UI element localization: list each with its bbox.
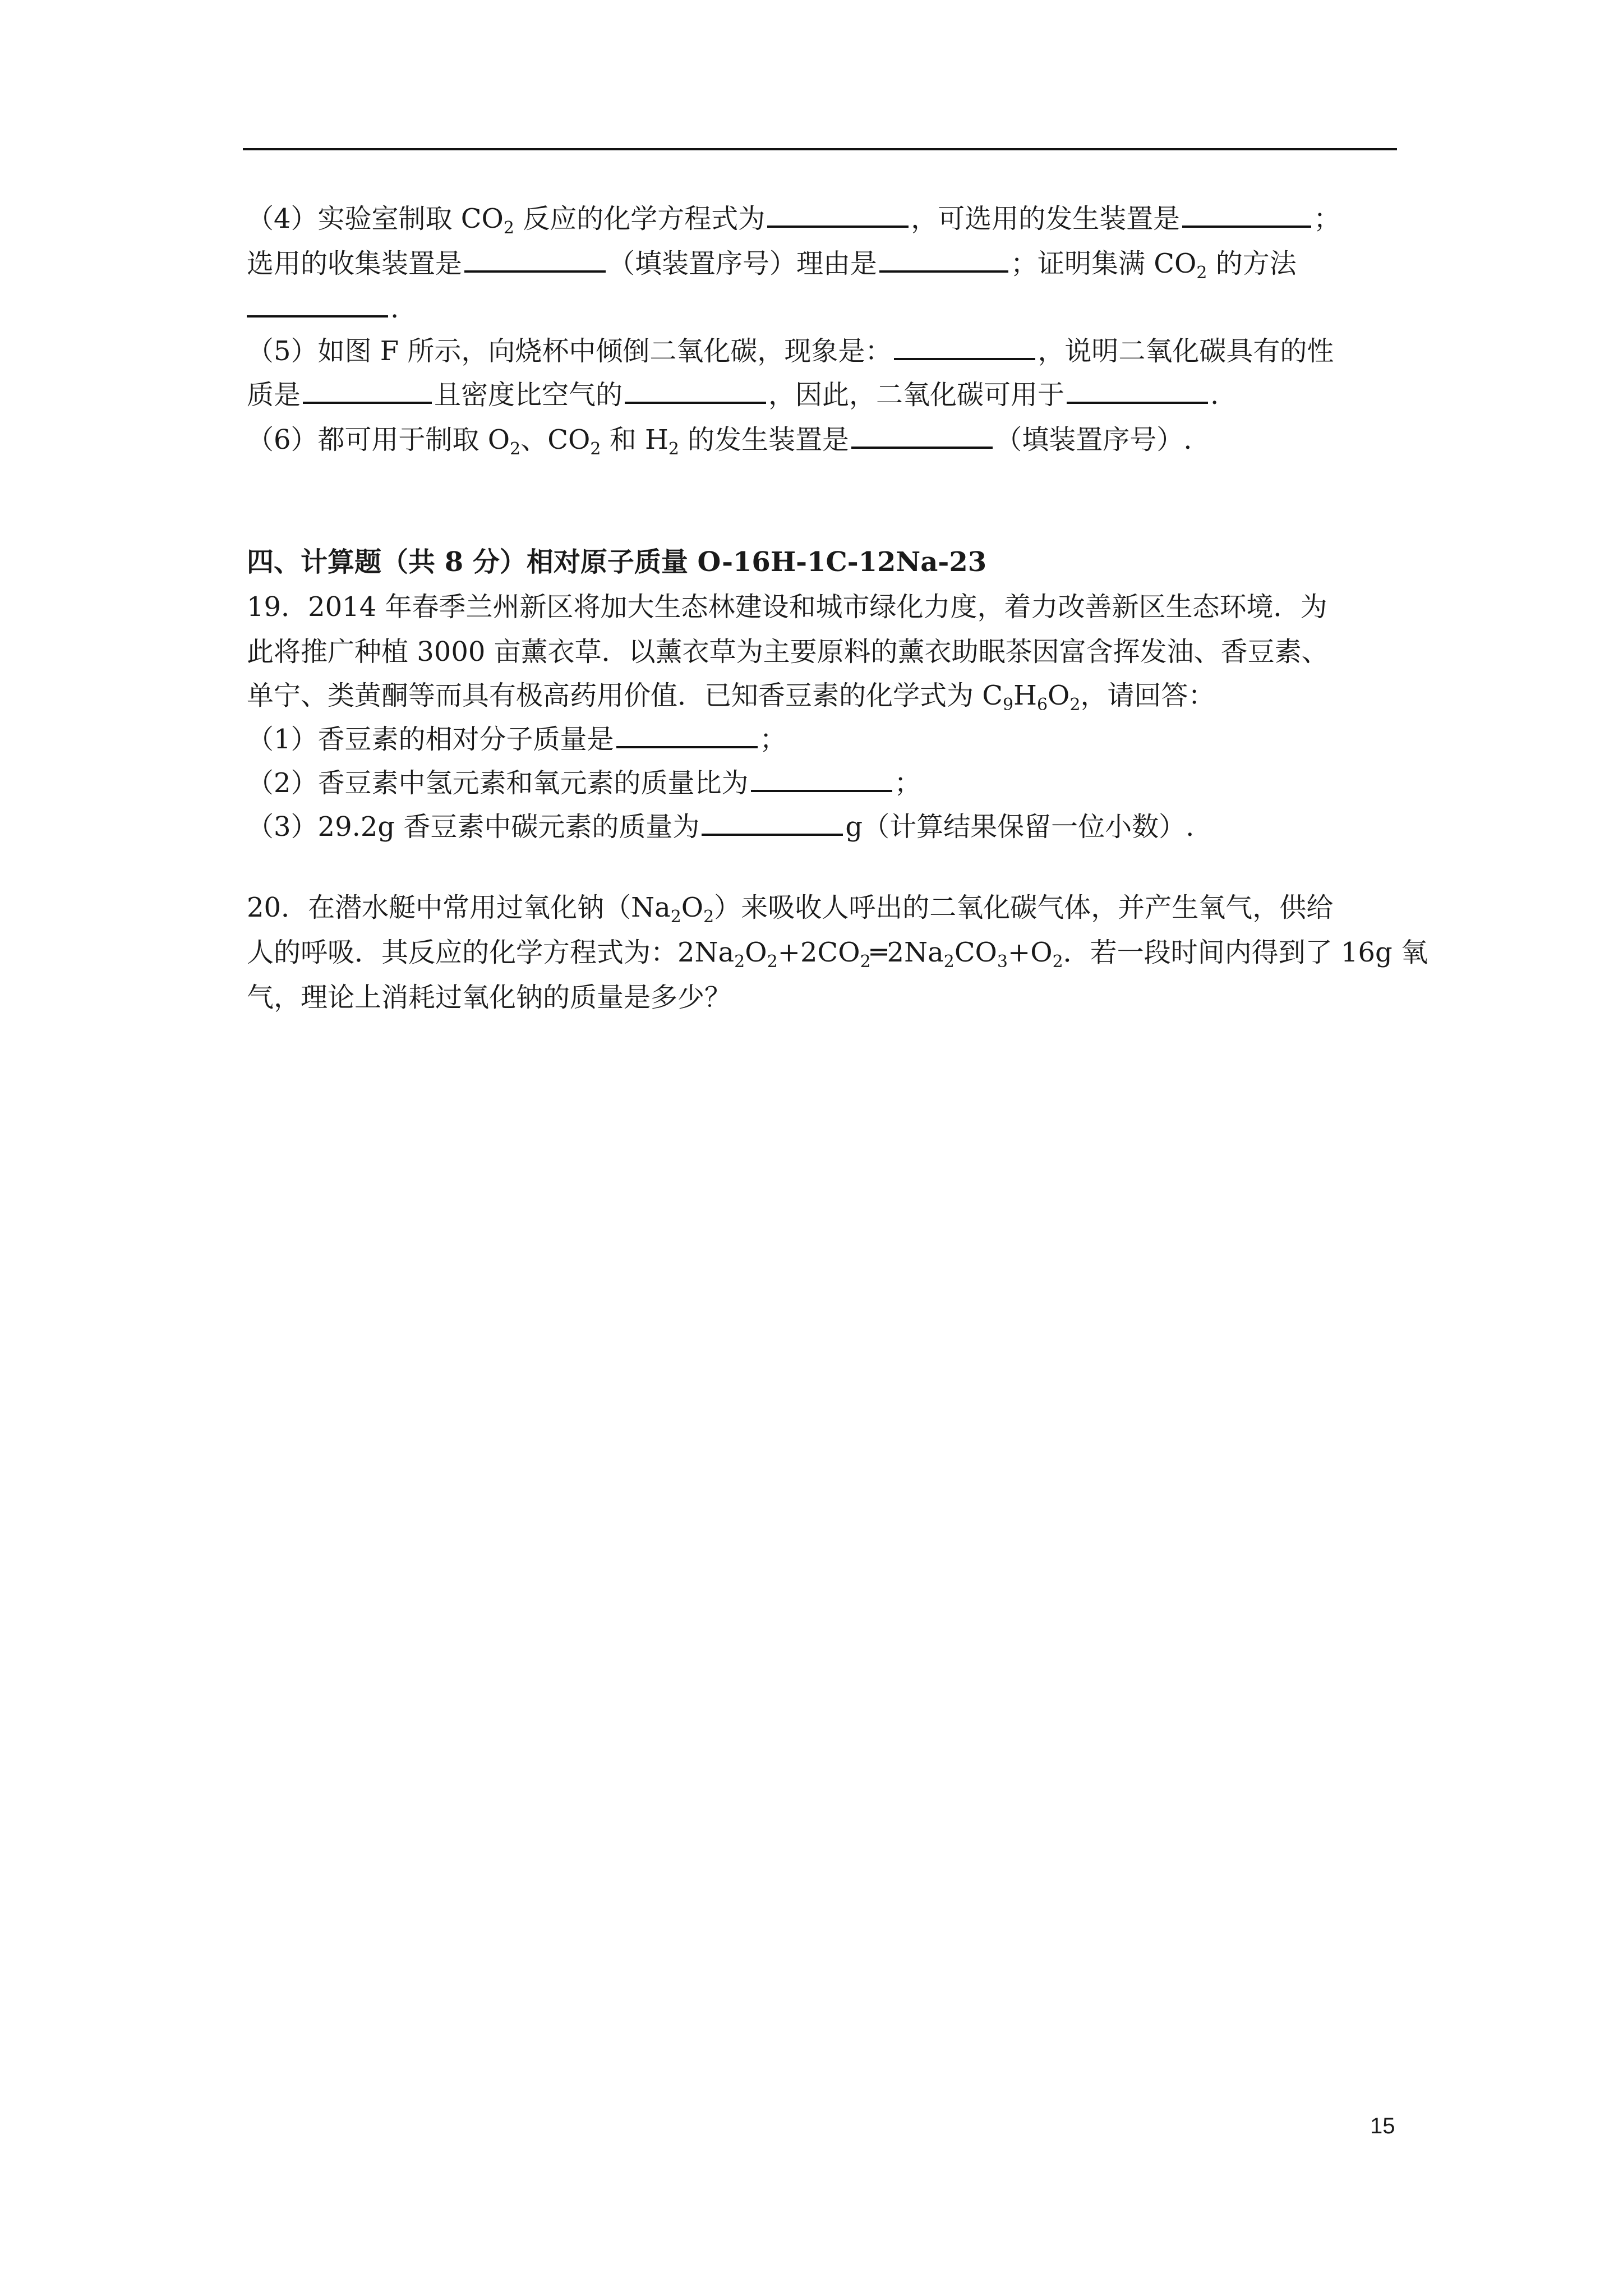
answer-blank[interactable] — [702, 809, 843, 836]
answer-blank[interactable] — [767, 201, 909, 228]
q18-part4-line1: （4）实验室制取 $CO_2$ 反应的化学方程式为 ，可选用的发生装置是 ； — [247, 201, 1340, 237]
page-number: 15 — [1370, 2114, 1395, 2138]
q19-line3: 单宁、类黄酮等而具有极高药用价值．已知香豆素的化学式为 $C_9H_6O_2$，请回答： — [247, 680, 1215, 715]
answer-blank[interactable] — [625, 377, 766, 404]
q20-line1: 20．在潜水艇中常用过氧化钠$(Na_2O_2)$来吸收人呼出的二氧化碳气体，并产生氧气，供给 — [247, 892, 1334, 927]
answer-blank[interactable] — [851, 422, 993, 449]
answer-blank[interactable] — [464, 246, 606, 273]
answer-blank[interactable] — [894, 333, 1035, 360]
q18-part5-line2: 质是 且密度比空气的 ，因此，二氧化碳可用于 . — [247, 377, 1219, 413]
q19-sub3: （3）29.2g 香豆素中碳元素的质量为 g（计算结果保留一位小数）. — [247, 809, 1194, 845]
answer-blank[interactable] — [247, 291, 388, 318]
q19-line1: 19．2014 年春季兰州新区将加大生态林建设和城市绿化力度，着力改善新区生态环境．为 — [247, 591, 1327, 623]
q19-line2: 此将推广种植 3000 亩薰衣草．以薰衣草为主要原料的薰衣助眠茶因富含挥发油、香豆素、 — [247, 636, 1329, 668]
q18-part6: （6）都可用于制取 $O_2$、$CO_2$ 和 $H_2$ 的发生装置是 （填装置序号）. — [247, 422, 1192, 458]
answer-blank[interactable] — [616, 721, 758, 748]
answer-blank[interactable] — [751, 765, 892, 792]
q20-line3: 气，理论上消耗过氧化钠的质量是多少？ — [247, 982, 732, 1013]
answer-blank[interactable] — [1182, 201, 1311, 228]
answer-blank[interactable] — [1067, 377, 1208, 404]
section-heading: 四、计算题（共 8 分）相对原子质量 O-16H-1C-12Na-23 — [247, 546, 987, 578]
q18-part5-line1: （5）如图 F 所示，向烧杯中倾倒二氧化碳，现象是： ，说明二氧化碳具有的性 — [247, 333, 1334, 369]
q19-sub1: （1）香豆素的相对分子质量是 ； — [247, 721, 787, 757]
q18-part4-line3: . — [247, 291, 399, 326]
header-rule — [243, 148, 1397, 150]
answer-blank[interactable] — [303, 377, 432, 404]
q20-line2: 人的呼吸．其反应的化学方程式为：$2Na_2O_2+2CO_2═2Na_2CO_3+O_2$．若一段时间内得到了 16g 氧 — [247, 937, 1428, 972]
answer-blank[interactable] — [879, 246, 1008, 273]
q19-sub2: （2）香豆素中氢元素和氧元素的质量比为 ； — [247, 765, 921, 801]
q18-part4-line2: 选用的收集装置是 （填装置序号）理由是 ；证明集满 $CO_2$ 的方法 — [247, 246, 1297, 282]
